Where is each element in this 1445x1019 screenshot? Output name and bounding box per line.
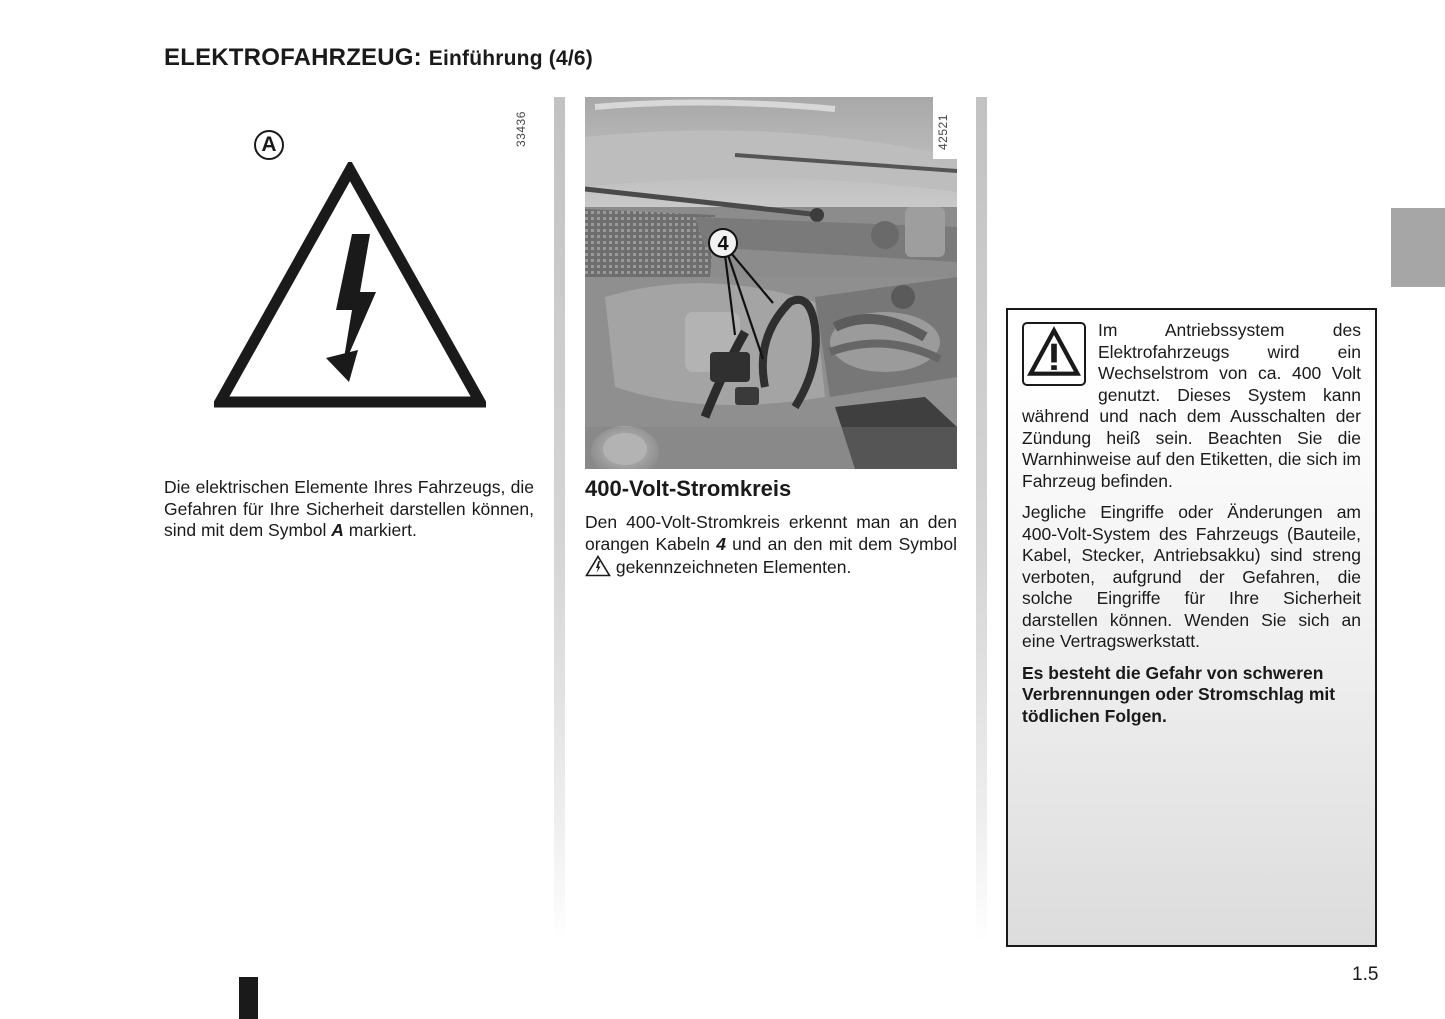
page-title xyxy=(164,44,593,72)
engine-compartment-photo xyxy=(585,97,957,469)
high-voltage-warning-icon xyxy=(214,162,486,408)
left-caption xyxy=(164,477,534,542)
warning-paragraph-1: Im Antriebssystem des Elektrofahrzeugs wird ein Wechselstrom von ca. 400 Volt genutzt. Dieses System kann während und nach dem Ausschalten der Zündung heiß sein. Beachten Sie die Warnhinweise auf den Etiketten, die sich im Fahrzeug befinden. xyxy=(1022,320,1361,491)
engine-photo-illustration xyxy=(585,97,957,469)
safety-warning-box xyxy=(1006,308,1377,947)
middle-cable-number: 4 xyxy=(716,533,726,554)
column-divider-left xyxy=(554,97,565,942)
figure-reference-number-left: 33436 xyxy=(514,111,528,147)
left-caption-text: Die elektrischen Elemente Ihres Fahrzeugs, die Gefahren für Ihre Sicherheit darstellen können, sind mit dem Symbol xyxy=(164,477,534,540)
middle-body-text xyxy=(585,512,957,579)
figure-reference-number-middle: 42521 xyxy=(936,114,950,150)
left-caption-symbol: A xyxy=(331,520,344,540)
binding-mark xyxy=(239,977,258,1019)
page-title-sub: Einführung (4/6) xyxy=(428,47,593,70)
column-divider-right xyxy=(976,97,987,942)
page-number: 1.5 xyxy=(1352,964,1379,985)
page-title-main: ELEKTROFAHRZEUG: xyxy=(164,44,422,71)
warning-paragraph-3: Es besteht die Gefahr von schweren Verbrennungen oder Stromschlag mit tödlichen Folgen. xyxy=(1022,662,1336,726)
inline-voltage-warning-icon xyxy=(585,555,611,577)
chapter-thumb-tab xyxy=(1391,208,1445,287)
left-caption-end: markiert. xyxy=(343,520,417,540)
warning-paragraph-2: Jegliche Eingriffe oder Änderungen am 400-Volt-System des Fahrzeugs (Bauteile, Kabel, Stecker, Antriebsakku) sind streng verboten, aufgrund der Gefahren, die solche Eingriffe für Ihre Sicherheit darstellen können. Wenden Sie sich an eine Vertragswerkstatt. xyxy=(1022,502,1361,651)
middle-text-before: Den 400-Volt-Stromkreis erkennt man an den orangen Kabeln xyxy=(585,512,957,554)
general-warning-icon xyxy=(1022,322,1086,386)
engine-callout-number: 4 xyxy=(717,233,729,255)
middle-text-after: gekennzeichneten Elementen. xyxy=(611,557,852,577)
figure-label-a: A xyxy=(254,130,284,160)
middle-text-middle: und an den mit dem Symbol xyxy=(725,533,957,554)
section-heading-400-volt: 400-Volt-Stromkreis xyxy=(585,476,792,501)
